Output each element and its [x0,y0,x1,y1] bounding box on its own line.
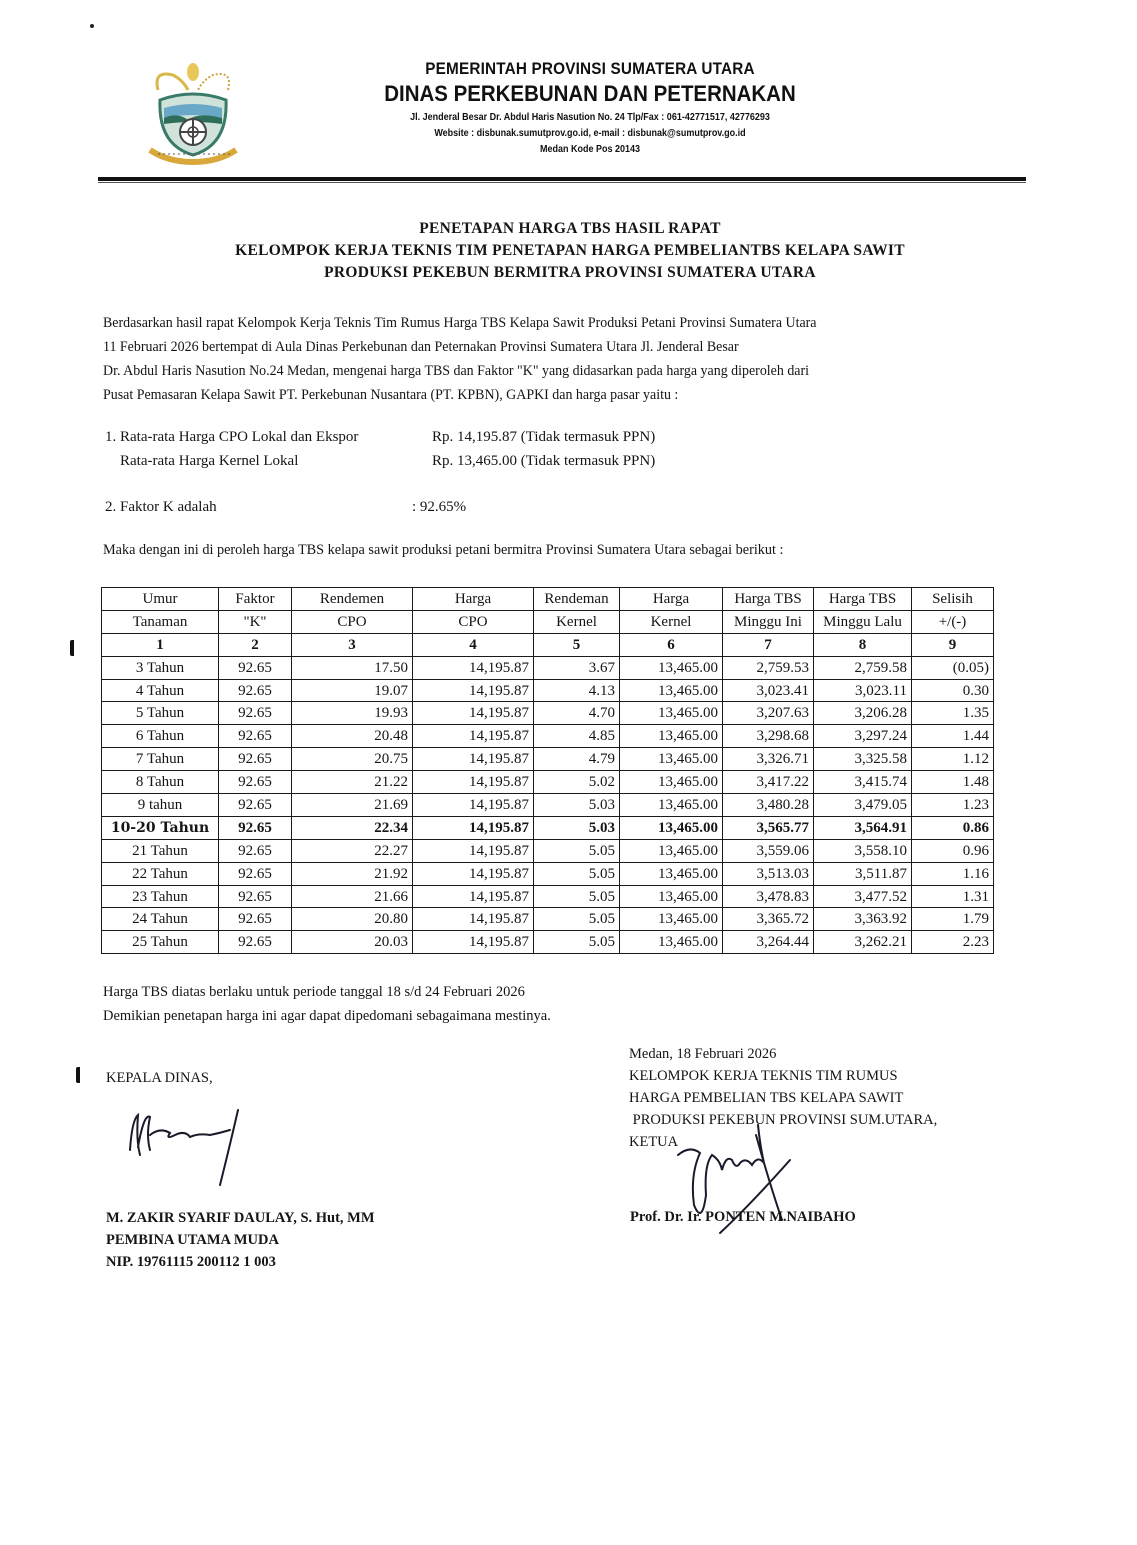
table-row [102,931,994,954]
value-cell: 92.65 [219,862,292,885]
age-cell: 25 Tahun [102,931,219,954]
header-cell: Kernel [620,610,723,633]
value-cell: 1.23 [912,794,994,817]
intro-line-4: Pusat Pemasaran Kelapa Sawit PT. Perkebunan Nusantara (PT. KPBN), GAPKI dan harga pasar yaitu : [103,387,679,403]
age-cell: 23 Tahun [102,885,219,908]
value-cell: 20.80 [292,908,413,931]
punch-hole-mark [76,1067,80,1083]
kernel-price-value: Rp. 13,465.00 (Tidak termasuk PPN) [432,453,656,469]
value-cell: 3,559.06 [723,839,814,862]
header-cell: Umur [102,588,219,611]
signatory-left-role: KEPALA DINAS, [106,1070,213,1086]
faktor-k-label: 2. Faktor K adalah [105,499,217,515]
header-cell: Harga [413,588,534,611]
header-cell: CPO [292,610,413,633]
header-cell: Faktor [219,588,292,611]
value-cell: 3,417.22 [723,771,814,794]
table-row [102,885,994,908]
value-cell: 4.13 [534,679,620,702]
column-number-cell: 9 [912,633,994,656]
value-cell: 3,511.87 [814,862,912,885]
value-cell: 13,465.00 [620,725,723,748]
cpo-price-label: 1. Rata-rata Harga CPO Lokal dan Ekspor [105,429,359,445]
value-cell: 3,415.74 [814,771,912,794]
value-cell: 22.34 [292,816,413,839]
column-number-cell: 5 [534,633,620,656]
age-cell: 4 Tahun [102,679,219,702]
value-cell: 0.86 [912,816,994,839]
validity-notes [103,980,551,1028]
signatory-left-nip: NIP. 19761115 200112 1 003 [106,1254,276,1270]
value-cell: 92.65 [219,679,292,702]
age-cell: 5 Tahun [102,702,219,725]
table-row [102,702,994,725]
table-row [102,794,994,817]
table-row [102,908,994,931]
table-row [102,679,994,702]
header-cell: Tanaman [102,610,219,633]
age-cell: 8 Tahun [102,771,219,794]
value-cell: 5.05 [534,931,620,954]
value-cell: 14,195.87 [413,725,534,748]
age-cell: 7 Tahun [102,748,219,771]
header-cell: Harga [620,588,723,611]
value-cell: 92.65 [219,931,292,954]
column-number-cell: 1 [102,633,219,656]
value-cell: 3,477.52 [814,885,912,908]
value-cell: 5.05 [534,839,620,862]
value-cell: 92.65 [219,656,292,679]
age-cell: 21 Tahun [102,839,219,862]
value-cell: 14,195.87 [413,702,534,725]
header-cell: Minggu Lalu [814,610,912,633]
intro-line-1: Berdasarkan hasil rapat Kelompok Kerja Teknis Tim Rumus Harga TBS Kelapa Sawit Produksi Petani Provinsi Sumatera Utara [103,315,817,331]
column-number-cell: 7 [723,633,814,656]
value-cell: 92.65 [219,702,292,725]
value-cell: 14,195.87 [413,931,534,954]
letterhead-province: PEMERINTAH PROVINSI SUMATERA UTARA [425,59,755,78]
letterhead-divider-thin [98,182,1026,183]
column-number-cell: 8 [814,633,912,656]
column-number-cell: 3 [292,633,413,656]
value-cell: 19.07 [292,679,413,702]
header-cell: Rendemen [292,588,413,611]
scan-dot [90,24,94,28]
validity-period: Harga TBS diatas berlaku untuk periode tanggal 18 s/d 24 Februari 2026 [103,984,525,1000]
value-cell: 5.05 [534,885,620,908]
value-cell: 1.79 [912,908,994,931]
value-cell: 3.67 [534,656,620,679]
value-cell: 3,325.58 [814,748,912,771]
value-cell: 3,262.21 [814,931,912,954]
value-cell: 4.70 [534,702,620,725]
value-cell: 1.48 [912,771,994,794]
value-cell: 13,465.00 [620,748,723,771]
table-row [102,771,994,794]
value-cell: 13,465.00 [620,679,723,702]
value-cell: 14,195.87 [413,885,534,908]
value-cell: 1.44 [912,725,994,748]
value-cell: 5.05 [534,908,620,931]
signatory-right-org-2: HARGA PEMBELIAN TBS KELAPA SAWIT [629,1090,904,1106]
title-line-3: PRODUKSI PEKEBUN BERMITRA PROVINSI SUMATERA UTARA [324,264,816,281]
value-cell: 13,465.00 [620,862,723,885]
header-cell: +/(-) [912,610,994,633]
value-cell: 92.65 [219,908,292,931]
value-cell: 2,759.53 [723,656,814,679]
value-cell: 1.35 [912,702,994,725]
value-cell: 1.12 [912,748,994,771]
value-cell: 3,513.03 [723,862,814,885]
age-cell: 6 Tahun [102,725,219,748]
header-cell: Selisih [912,588,994,611]
value-cell: 3,264.44 [723,931,814,954]
value-cell: 14,195.87 [413,794,534,817]
table-header-row-1 [102,588,994,611]
signatory-left-details [106,1207,375,1273]
value-cell: 21.66 [292,885,413,908]
letterhead [330,58,850,159]
value-cell: 4.85 [534,725,620,748]
value-cell: 1.31 [912,885,994,908]
value-cell: 0.30 [912,679,994,702]
header-cell: CPO [413,610,534,633]
kernel-price-label: Rata-rata Harga Kernel Lokal [120,453,299,469]
table-row [102,748,994,771]
value-cell: 3,298.68 [723,725,814,748]
signatory-right-org-3: PRODUKSI PEKEBUN PROVINSI SUM.UTARA, [629,1112,938,1128]
value-cell: 14,195.87 [413,908,534,931]
column-number-cell: 4 [413,633,534,656]
value-cell: 22.27 [292,839,413,862]
letterhead-agency: DINAS PERKEBUNAN DAN PETERNAKAN [384,81,796,106]
value-cell: 13,465.00 [620,771,723,794]
punch-hole-mark [70,640,74,656]
intro-line-3: Dr. Abdul Haris Nasution No.24 Medan, mengenai harga TBS dan Faktor "K" yang didasarkan pada harga yang diperoleh dari [103,363,810,379]
value-cell: 3,478.83 [723,885,814,908]
header-cell: Rendeman [534,588,620,611]
header-cell: Harga TBS [814,588,912,611]
document-title [150,218,990,284]
value-cell: (0.05) [912,656,994,679]
header-cell: "K" [219,610,292,633]
value-cell: 3,363.92 [814,908,912,931]
table-lead-text: Maka dengan ini di peroleh harga TBS kelapa sawit produksi petani bermitra Provinsi Sumatera Utara sebagai berikut : [103,542,784,558]
header-cell: Harga TBS [723,588,814,611]
value-cell: 3,207.63 [723,702,814,725]
value-cell: 3,365.72 [723,908,814,931]
column-number-cell: 2 [219,633,292,656]
value-cell: 19.93 [292,702,413,725]
value-cell: 3,023.11 [814,679,912,702]
signature-left-icon [120,1105,260,1190]
letterhead-website-email: Website : disbunak.sumutprov.go.id, e-mail : disbunak@sumutprov.go.id [434,128,746,139]
signatory-left-rank: PEMBINA UTAMA MUDA [106,1232,279,1248]
age-cell: 3 Tahun [102,656,219,679]
value-cell: 92.65 [219,771,292,794]
column-number-cell: 6 [620,633,723,656]
letterhead-divider [98,177,1026,181]
value-cell: 3,297.24 [814,725,912,748]
tbs-price-table [101,587,994,954]
value-cell: 5.03 [534,794,620,817]
age-cell: 22 Tahun [102,862,219,885]
header-cell: Kernel [534,610,620,633]
letterhead-address: Jl. Jenderal Besar Dr. Abdul Haris Nasution No. 24 Tlp/Fax : 061-42771517, 42776293 [410,112,770,123]
value-cell: 92.65 [219,794,292,817]
letterhead-postal: Medan Kode Pos 20143 [539,144,641,155]
value-cell: 0.96 [912,839,994,862]
cpo-price-value: Rp. 14,195.87 (Tidak termasuk PPN) [432,429,656,445]
value-cell: 13,465.00 [620,816,723,839]
value-cell: 20.75 [292,748,413,771]
value-cell: 14,195.87 [413,748,534,771]
value-cell: 20.03 [292,931,413,954]
value-cell: 14,195.87 [413,862,534,885]
closing-statement: Demikian penetapan harga ini agar dapat dipedomani sebagaimana mestinya. [103,1008,551,1024]
age-cell: 9 tahun [102,794,219,817]
signatory-right-name: Prof. Dr. Ir. PONTEN M.NAIBAHO [630,1209,856,1225]
value-cell: 14,195.87 [413,816,534,839]
title-line-1: PENETAPAN HARGA TBS HASIL RAPAT [419,220,721,237]
value-cell: 92.65 [219,748,292,771]
provincial-emblem-icon [138,60,248,170]
value-cell: 3,480.28 [723,794,814,817]
value-cell: 21.69 [292,794,413,817]
value-cell: 3,326.71 [723,748,814,771]
signatory-left-name: M. ZAKIR SYARIF DAULAY, S. Hut, MM [106,1210,375,1226]
table-row [102,725,994,748]
value-cell: 4.79 [534,748,620,771]
age-cell: 10-20 Tahun [102,816,219,839]
table-row [102,839,994,862]
value-cell: 14,195.87 [413,839,534,862]
faktor-k-value: : 92.65% [412,499,467,515]
value-cell: 13,465.00 [620,839,723,862]
signatory-left [106,1070,213,1087]
table-row [102,816,994,839]
value-cell: 92.65 [219,839,292,862]
value-cell: 92.65 [219,885,292,908]
value-cell: 92.65 [219,725,292,748]
value-cell: 2,759.58 [814,656,912,679]
value-cell: 3,479.05 [814,794,912,817]
table-column-number-row [102,633,994,656]
table-row [102,656,994,679]
value-cell: 14,195.87 [413,771,534,794]
signatory-right-place-date: Medan, 18 Februari 2026 [629,1046,777,1062]
intro-line-2: 11 Februari 2026 bertempat di Aula Dinas Perkebunan dan Peternakan Provinsi Sumatera Utara Jl. Jenderal Besar [103,339,739,355]
value-cell: 14,195.87 [413,656,534,679]
value-cell: 13,465.00 [620,702,723,725]
value-cell: 3,023.41 [723,679,814,702]
title-line-2: KELOMPOK KERJA TEKNIS TIM PENETAPAN HARGA PEMBELIANTBS KELAPA SAWIT [235,242,905,259]
value-cell: 3,558.10 [814,839,912,862]
value-cell: 13,465.00 [620,908,723,931]
value-cell: 5.02 [534,771,620,794]
value-cell: 13,465.00 [620,656,723,679]
value-cell: 3,206.28 [814,702,912,725]
value-cell: 3,565.77 [723,816,814,839]
header-cell: Minggu Ini [723,610,814,633]
value-cell: 21.22 [292,771,413,794]
value-cell: 2.23 [912,931,994,954]
table-header-row-2 [102,610,994,633]
value-cell: 92.65 [219,816,292,839]
value-cell: 3,564.91 [814,816,912,839]
signatory-right-role: KETUA [629,1134,679,1150]
table-row [102,862,994,885]
intro-paragraph [103,311,1003,407]
age-cell: 24 Tahun [102,908,219,931]
value-cell: 21.92 [292,862,413,885]
signatory-right-org-1: KELOMPOK KERJA TEKNIS TIM RUMUS [629,1068,898,1084]
value-cell: 5.05 [534,862,620,885]
value-cell: 1.16 [912,862,994,885]
value-cell: 5.03 [534,816,620,839]
value-cell: 17.50 [292,656,413,679]
value-cell: 13,465.00 [620,931,723,954]
value-cell: 20.48 [292,725,413,748]
value-cell: 13,465.00 [620,794,723,817]
value-cell: 13,465.00 [620,885,723,908]
value-cell: 14,195.87 [413,679,534,702]
